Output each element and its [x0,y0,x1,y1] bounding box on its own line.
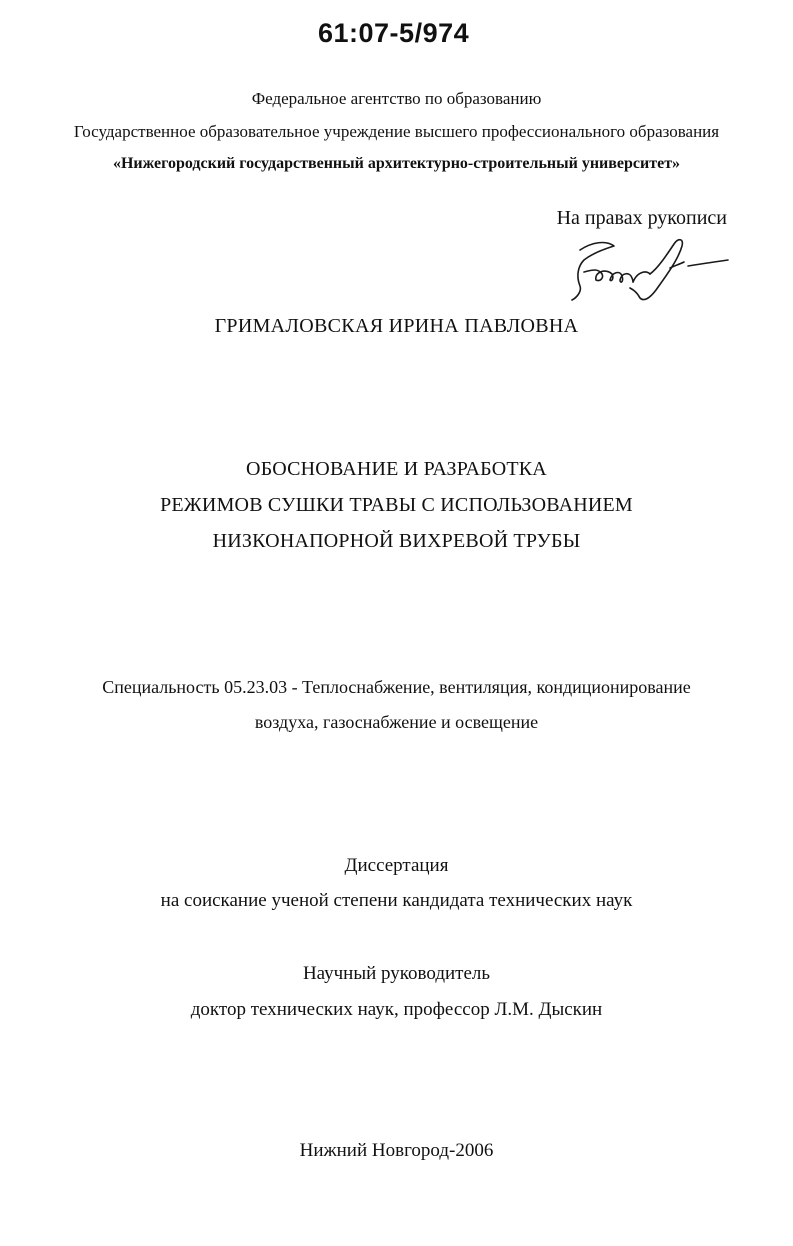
archive-code: 61:07-5/974 [318,18,470,48]
specialty-line-1: Специальность 05.23.03 - Теплоснабжение, вентиляция, кондиционирование [102,677,691,697]
supervisor-label: Научный руководитель [302,963,491,984]
manuscript-note: На правах рукописи [556,207,727,229]
institution-type: Государственное образовательное учреждение высшего профессионального образования [73,122,720,141]
title-line-1: ОБОСНОВАНИЕ И РАЗРАБОТКА [246,458,547,480]
agency-name: Федеральное агентство по образованию [251,89,542,108]
specialty-line-2: воздуха, газоснабжение и освещение [254,712,539,732]
title-line-2: РЕЖИМОВ СУШКИ ТРАВЫ С ИСПОЛЬЗОВАНИЕМ [160,494,633,516]
supervisor-name: доктор технических наук, профессор Л.М. Дыскин [190,999,603,1020]
title-line-3: НИЗКОНАПОРНОЙ ВИХРЕВОЙ ТРУБЫ [212,530,581,552]
author-name: ГРИМАЛОВСКАЯ ИРИНА ПАВЛОВНА [214,315,579,337]
degree-purpose: на соискание ученой степени кандидата технических наук [160,890,633,911]
dissertation-label: Диссертация [344,855,449,876]
signature-icon [562,232,732,310]
university-name: «Нижегородский государственный архитектурно-строительный университет» [112,155,681,172]
place-year: Нижний Новгород-2006 [299,1140,494,1161]
